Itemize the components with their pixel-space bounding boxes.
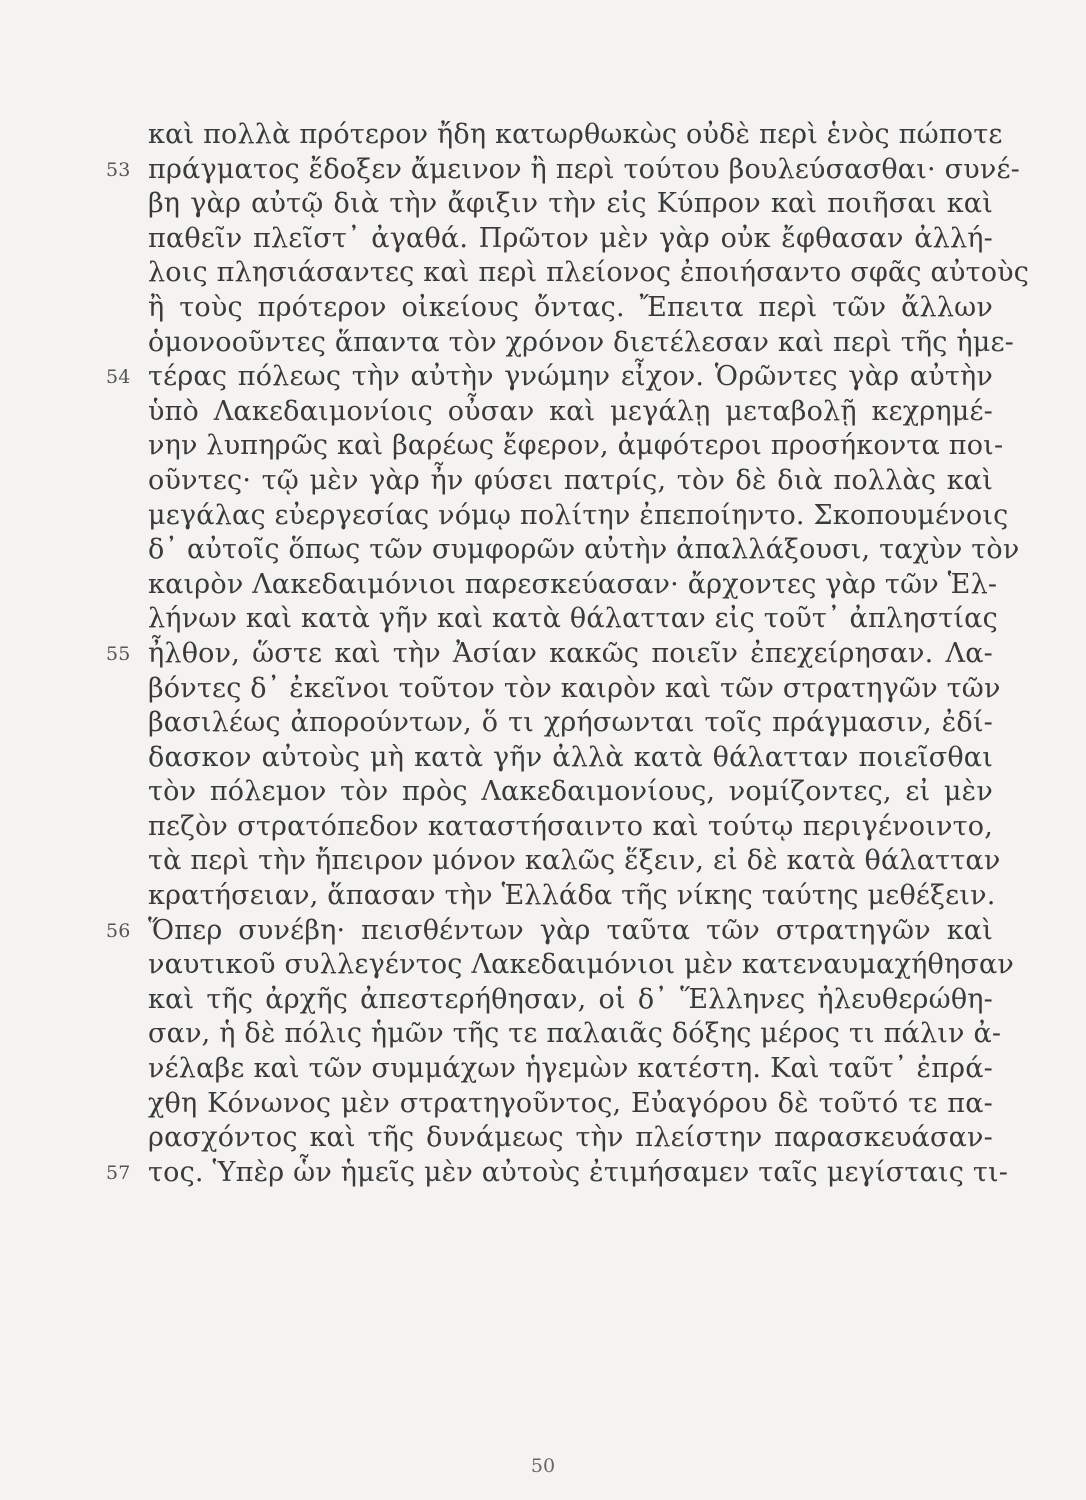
page-number: 50 (530, 1455, 556, 1477)
text-line (148, 395, 993, 430)
text-line (148, 602, 998, 637)
text-line (148, 706, 993, 741)
line-text: καὶ τῆς ἀρχῆς ἀπεστερήθησαν, οἱ δ᾽ Ἕλληνες ἠλευθερώθη- (148, 983, 993, 1015)
text-line (148, 672, 1001, 707)
line-text: βόντες δ᾽ ἐκεῖνοι τοῦτον τὸν καιρὸν καὶ τῶν στρατηγῶν τῶν (148, 672, 1001, 704)
section-number: 56 (106, 919, 131, 942)
line-text: δασκον αὐτοὺς μὴ κατὰ γῆν ἀλλὰ κατὰ θάλατταν ποιεῖσθαι (148, 741, 993, 773)
line-text: νην λυπηρῶς καὶ βαρέως ἔφερον, ἀμφότεροι προσήκοντα ποι- (148, 430, 1004, 462)
line-text: λοις πλησιάσαντες καὶ περὶ πλείονος ἐποιήσαντο σφᾶς αὐτοὺς (148, 257, 1030, 289)
line-text: βασιλέως ἀπορούντων, ὅ τι χρήσωνται τοῖς πράγμασιν, ἐδί- (148, 707, 993, 739)
text-line (148, 775, 993, 810)
line-text: χθη Κόνωνος μὲν στρατηγοῦντος, Εὐαγόρου δὲ τοῦτό τε πα- (148, 1087, 993, 1119)
line-text: λήνων καὶ κατὰ γῆν καὶ κατὰ θάλατταν εἰς τοῦτ᾽ ἀπληστίας (148, 603, 998, 635)
text-line (106, 914, 993, 949)
line-text: ὑπὸ Λακεδαιμονίοις οὖσαν καὶ μεγάλῃ μεταβολῇ κεχρημέ- (148, 395, 993, 427)
text-line (148, 948, 1015, 983)
text-line (148, 118, 1003, 153)
text-line (148, 741, 993, 776)
text-line (148, 533, 1020, 568)
section-number: 55 (106, 642, 131, 665)
text-line (148, 326, 1014, 361)
line-text: σαν, ἡ δὲ πόλις ἡμῶν τῆς τε παλαιᾶς δόξης μέρος τι πάλιν ἀ- (148, 1018, 1002, 1050)
section-number: 53 (106, 158, 131, 181)
text-line (148, 983, 993, 1018)
text-line (148, 429, 1004, 464)
text-line (148, 1017, 1002, 1052)
line-text: κρατήσειαν, ἅπασαν τὴν Ἑλλάδα τῆς νίκης ταύτης μεθέξειν. (148, 880, 996, 912)
line-text: Ὅπερ συνέβη· πεισθέντων γὰρ ταῦτα τῶν στρατηγῶν καὶ (148, 914, 993, 946)
line-text: ὁμονοοῦντες ἅπαντα τὸν χρόνον διετέλεσαν καὶ περὶ τῆς ἡμε- (148, 326, 1014, 358)
line-text: ἦλθον, ὥστε καὶ τὴν Ἀσίαν κακῶς ποιεῖν ἐπεχείρησαν. Λα- (148, 637, 993, 669)
line-text: πράγματος ἔδοξεν ἄμεινον ἢ περὶ τούτου βουλεύσασθαι· συνέ- (148, 153, 1020, 185)
text-line (148, 187, 993, 222)
line-text: παθεῖν πλεῖστ᾽ ἀγαθά. Πρῶτον μὲν γὰρ οὐκ ἔφθασαν ἀλλή- (148, 222, 993, 254)
text-line (148, 810, 993, 845)
text-line (148, 256, 1030, 291)
text-line (148, 1121, 993, 1156)
text-line (148, 222, 993, 257)
text-line (148, 879, 996, 914)
line-text: βη γὰρ αὐτῷ διὰ τὴν ἄφιξιν τὴν εἰς Κύπρον καὶ ποιῆσαι καὶ (148, 188, 993, 220)
text-line (148, 1052, 993, 1087)
section-number: 54 (106, 366, 131, 389)
line-text: τος. Ὑπὲρ ὧν ἡμεῖς μὲν αὐτοὺς ἐτιμήσαμεν ταῖς μεγίσταις τι- (148, 1156, 1009, 1188)
line-text: τὰ περὶ τὴν ἤπειρον μόνον καλῶς ἕξειν, εἰ δὲ κατὰ θάλατταν (148, 845, 1001, 877)
line-text: μεγάλας εὐεργεσίας νόμῳ πολίτην ἐπεποίηντο. Σκοπουμένοις (148, 499, 1009, 531)
text-line (148, 844, 1001, 879)
text-line (106, 153, 1020, 188)
text-line (148, 1087, 993, 1122)
line-text: καὶ πολλὰ πρότερον ἤδη κατωρθωκὼς οὐδὲ περὶ ἑνὸς πώποτε (148, 119, 1003, 150)
line-text: καιρὸν Λακεδαιμόνιοι παρεσκεύασαν· ἄρχοντες γὰρ τῶν Ἑλ- (148, 568, 998, 600)
text-line (106, 637, 993, 672)
line-text: τέρας πόλεως τὴν αὐτὴν γνώμην εἶχον. Ὁρῶντες γὰρ αὐτὴν (148, 361, 993, 393)
line-text: δ᾽ αὐτοῖς ὅπως τῶν συμφορῶν αὐτὴν ἀπαλλάξουσι, ταχὺν τὸν (148, 534, 1020, 566)
line-text: οῦντες· τῷ μὲν γὰρ ἦν φύσει πατρίς, τὸν δὲ διὰ πολλὰς καὶ (148, 464, 993, 496)
line-text: τὸν πόλεμον τὸν πρὸς Λακεδαιμονίους, νομίζοντες, εἰ μὲν (148, 776, 993, 808)
text-line (148, 499, 1009, 534)
line-text: πεζὸν στρατόπεδον καταστήσαιντο καὶ τούτῳ περιγένοιντο, (148, 810, 993, 842)
text-line (148, 568, 998, 603)
text-line (148, 291, 993, 326)
text-line (106, 360, 993, 395)
text-line (148, 464, 993, 499)
line-text: ρασχόντος καὶ τῆς δυνάμεως τὴν πλείστην παρασκευάσαν- (148, 1122, 993, 1154)
greek-text-block (106, 118, 1030, 1190)
section-number: 57 (106, 1161, 131, 1184)
line-text: ἢ τοὺς πρότερον οἰκείους ὄντας. Ἔπειτα περὶ τῶν ἄλλων (148, 291, 993, 323)
line-text: ναυτικοῦ συλλεγέντος Λακεδαιμόνιοι μὲν κατεναυμαχήθησαν (148, 949, 1015, 981)
text-line (106, 1156, 1009, 1191)
line-text: νέλαβε καὶ τῶν συμμάχων ἡγεμὼν κατέστη. Καὶ ταῦτ᾽ ἐπρά- (148, 1053, 993, 1085)
